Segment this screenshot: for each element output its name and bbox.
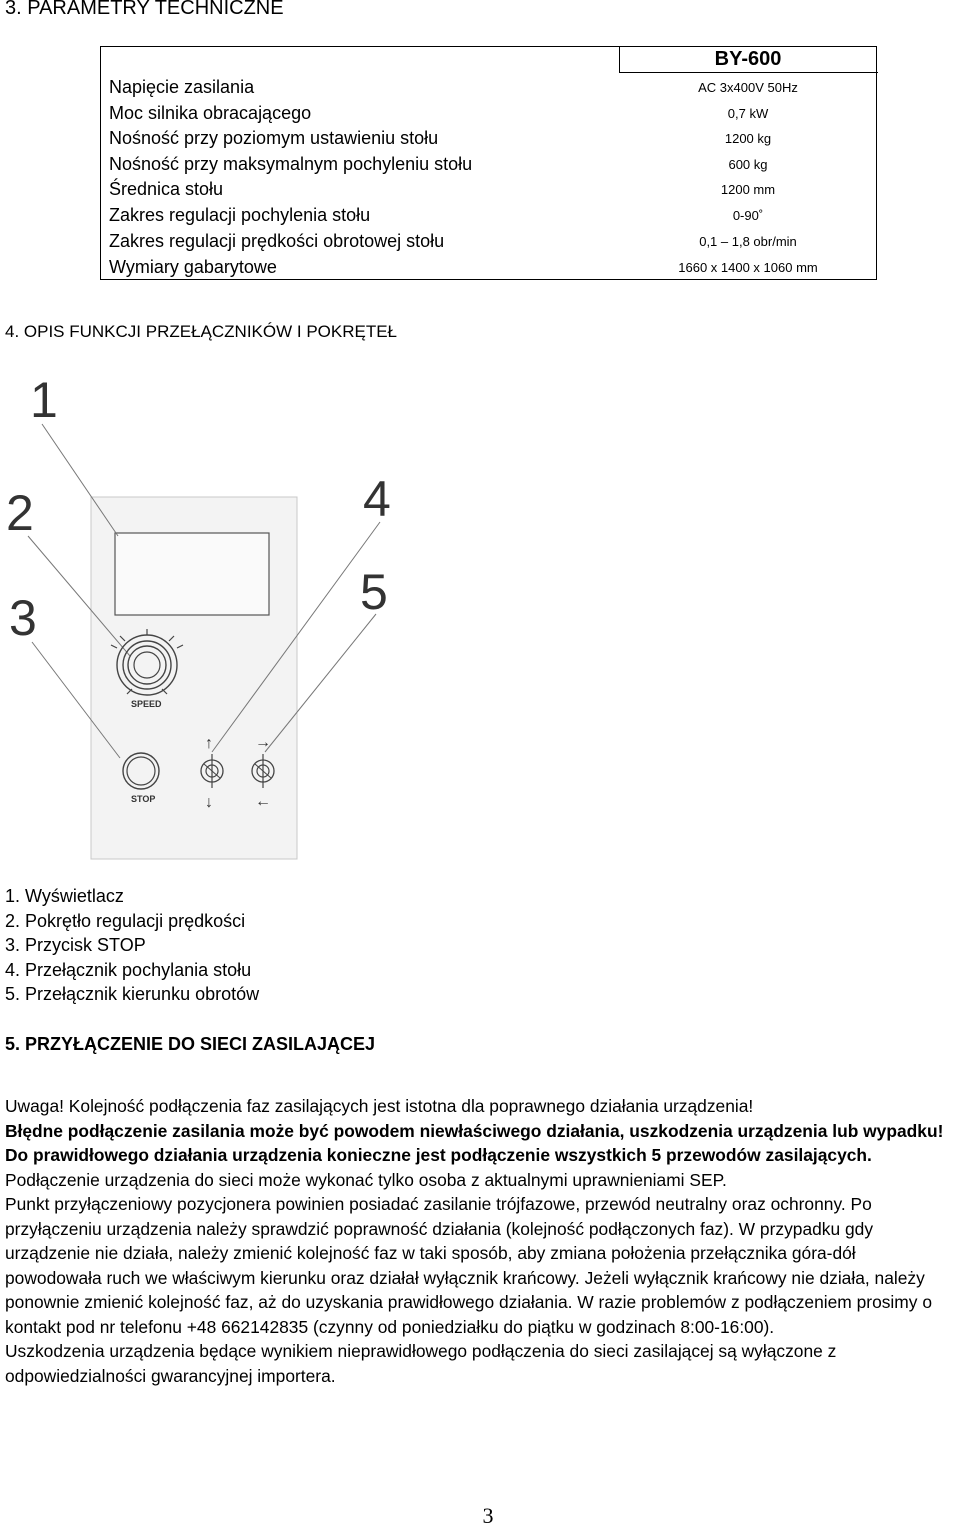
spec-value: 0,7 kW bbox=[727, 106, 769, 121]
arrow-down-icon: ↓ bbox=[205, 794, 213, 811]
spec-label: Napięcie zasilania bbox=[109, 77, 255, 97]
speed-label: SPEED bbox=[131, 699, 162, 709]
spec-label: Nośność przy maksymalnym pochyleniu stołu bbox=[109, 154, 473, 174]
legend-item: 2. Pokrętło regulacji prędkości bbox=[5, 910, 246, 931]
spec-table bbox=[100, 46, 877, 280]
arrow-left-icon: ← bbox=[255, 793, 271, 810]
section-4-heading: 4. OPIS FUNKCJI PRZEŁĄCZNIKÓW I POKRĘTEŁ bbox=[5, 322, 398, 341]
callout-2: 2 bbox=[6, 485, 34, 541]
legend-item: 3. Przycisk STOP bbox=[5, 935, 146, 955]
spec-label: Wymiary gabarytowe bbox=[109, 257, 277, 277]
spec-value: 600 kg bbox=[728, 157, 768, 172]
control-panel-diagram bbox=[0, 370, 420, 866]
spec-label: Moc silnika obracającego bbox=[109, 103, 312, 123]
section-5-heading: 5. PRZYŁĄCZENIE DO SIECI ZASILAJĄCEJ bbox=[5, 1034, 376, 1054]
legend-item: 1. Wyświetlacz bbox=[5, 886, 124, 906]
spec-label: Średnica stołu bbox=[109, 179, 224, 199]
section-3-heading: 3. PARAMETRY TECHNICZNE bbox=[5, 0, 284, 19]
page-number: 3 bbox=[482, 1503, 494, 1528]
body-paragraph: Punkt przyłączeniowy pozycjonera powinien posiadać zasilanie trójfazowe, przewód neutralny oraz ochronny. Po przyłączeniu urządzenia należy sprawdzić poprawność działania (kolejność podłączonych faz). W przypadku gdy urządzenie nie działa, należy zmienić kolejność faz w taki sposób, aby zmiana położenia przełącznika góra-dół powodowała ruch we właściwym kierunku oraz działał wyłącznik krańcowy. Jeżeli wyłącznik krańcowy nie działa, należy ponownie zmienić kolejność faz, aż do uzyskania prawidłowego działania. W razie problemów z podłączeniem prosimy o kontakt pod nr telefonu +48 662142835 (czynny od poniedziałku do piątku w godzinach 8:00-16:00). bbox=[5, 1194, 932, 1337]
spec-label: Nośność przy poziomym ustawieniu stołu bbox=[109, 128, 439, 148]
stop-label: STOP bbox=[131, 794, 156, 804]
arrow-right-icon: → bbox=[255, 734, 271, 751]
spec-value: 1660 x 1400 x 1060 mm bbox=[678, 260, 818, 275]
spec-value: AC 3x400V 50Hz bbox=[698, 80, 798, 95]
callout-1: 1 bbox=[30, 372, 58, 428]
legend-item: 5. Przełącznik kierunku obrotów bbox=[5, 984, 260, 1004]
callout-4: 4 bbox=[363, 471, 391, 527]
spec-value: 1200 mm bbox=[720, 182, 776, 197]
arrow-up-icon: ↑ bbox=[205, 735, 213, 752]
display-screen bbox=[115, 533, 269, 615]
callout-5: 5 bbox=[360, 564, 388, 620]
body-paragraph: Podłączenie urządzenia do sieci może wykonać tylko osoba z aktualnymi uprawnieniami SEP. bbox=[5, 1169, 727, 1190]
spec-value: 0,1 – 1,8 obr/min bbox=[699, 234, 797, 249]
spec-label: Zakres regulacji pochylenia stołu bbox=[109, 205, 371, 225]
body-paragraph: Uszkodzenia urządzenia będące wynikiem nieprawidłowego podłączenia do sieci zasilającej są wyłączone z odpowiedzialności gwarancyjnej importera. bbox=[5, 1341, 837, 1386]
model-name: BY-600 bbox=[714, 48, 782, 70]
warning-bold-paragraph: Błędne podłączenie zasilania może być powodem niewłaściwego działania, uszkodzenia urządzenia lub wypadku! Do prawidłowego działania urządzenia konieczne jest podłączenie wszystkich 5 przewodów zasilających. bbox=[5, 1120, 944, 1165]
leader-line-1 bbox=[42, 424, 118, 536]
spec-value: 1200 kg bbox=[724, 131, 772, 146]
spec-value: 0-90˚ bbox=[732, 208, 764, 223]
spec-label: Zakres regulacji prędkości obrotowej stołu bbox=[109, 231, 445, 251]
diagram-legend bbox=[5, 884, 259, 1007]
callout-3: 3 bbox=[9, 590, 37, 646]
section-5-body bbox=[5, 1094, 955, 1388]
warning-paragraph: Uwaga! Kolejność podłączenia faz zasilających jest istotna dla poprawnego działania urządzenia! bbox=[5, 1096, 754, 1116]
legend-item: 4. Przełącznik pochylania stołu bbox=[5, 959, 252, 980]
